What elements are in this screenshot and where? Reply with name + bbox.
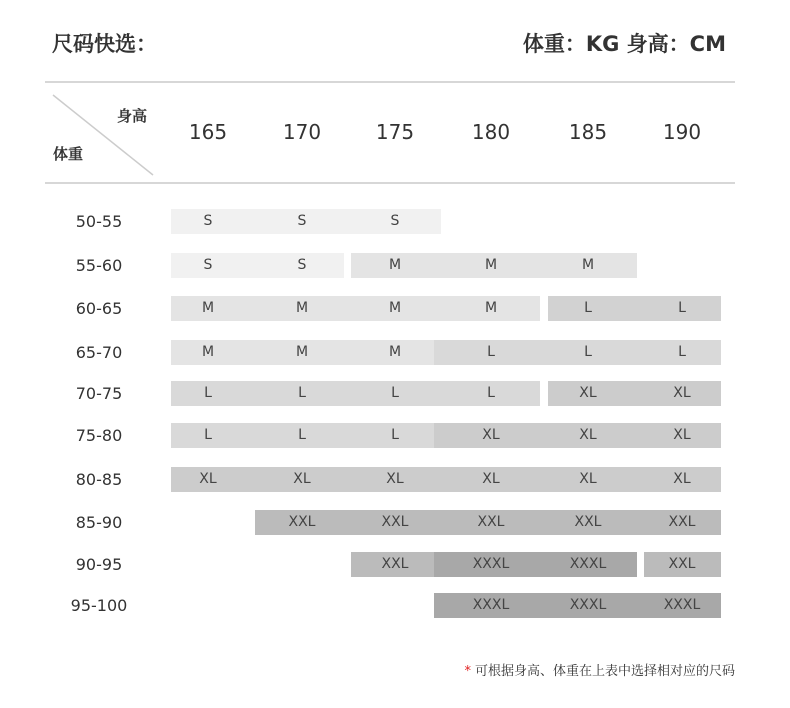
size-segment (434, 423, 721, 448)
size-cell-label: L (678, 300, 686, 316)
size-cell-label: L (204, 385, 212, 401)
size-cell-label: XL (579, 385, 597, 401)
size-segment (255, 510, 721, 535)
size-cell-label: L (391, 385, 399, 401)
size-cell-label: XL (386, 471, 404, 487)
size-cell-label: XL (293, 471, 311, 487)
size-segment (351, 552, 441, 577)
size-cell-label: L (584, 300, 592, 316)
size-cell-label: XL (673, 427, 691, 443)
size-cell-label: S (203, 213, 213, 229)
weight-range-label: 90-95 (75, 555, 123, 574)
corner-label-height: 身高 (117, 107, 148, 125)
footnote (464, 660, 735, 679)
footnote-star: * (464, 664, 471, 679)
size-cell-label: XL (199, 471, 217, 487)
size-cell-label: XXXL (569, 597, 607, 613)
size-cell-label: XL (579, 427, 597, 443)
weight-range-label: 80-85 (75, 470, 123, 489)
size-cell-label: S (297, 257, 307, 273)
size-cell-label: M (201, 344, 215, 360)
size-segment (171, 296, 540, 321)
size-segment (171, 209, 441, 234)
size-segment (351, 253, 637, 278)
page-title: 尺码快选： (52, 32, 157, 56)
size-cell-label: L (487, 385, 495, 401)
size-cell-label: S (297, 213, 307, 229)
size-cell-label: L (584, 344, 592, 360)
size-cell-label: M (581, 257, 595, 273)
weight-range-label: 55-60 (75, 256, 123, 275)
size-cell-label: M (484, 257, 498, 273)
height-col-190: 190 (662, 120, 702, 144)
height-col-175: 175 (375, 120, 415, 144)
size-segment (171, 340, 441, 365)
size-cell-label: M (295, 344, 309, 360)
size-segment (644, 552, 721, 577)
size-cell-label: XXL (381, 514, 409, 530)
size-cell-label: M (201, 300, 215, 316)
size-cell-label: M (388, 344, 402, 360)
size-cell-label: XXXL (472, 597, 510, 613)
size-cell-label: L (298, 385, 306, 401)
size-cell-label: S (390, 213, 400, 229)
size-cell-label: XL (482, 427, 500, 443)
weight-range-label: 95-100 (70, 596, 128, 615)
size-cell-label: XXL (381, 556, 409, 572)
size-cell-label: XXXL (663, 597, 701, 613)
weight-range-label: 70-75 (75, 384, 123, 403)
size-segment (434, 340, 721, 365)
size-cell-label: S (203, 257, 213, 273)
size-cell-label: XXXL (569, 556, 607, 572)
size-segment (171, 423, 441, 448)
size-segment (171, 381, 540, 406)
height-col-165: 165 (188, 120, 228, 144)
size-segment (548, 296, 721, 321)
size-segment (548, 381, 721, 406)
height-col-180: 180 (471, 120, 511, 144)
size-cell-label: M (388, 257, 402, 273)
size-cell-label: XL (579, 471, 597, 487)
weight-range-label: 85-90 (75, 513, 123, 532)
size-cell-label: M (295, 300, 309, 316)
size-cell-label: XXL (477, 514, 505, 530)
weight-range-label: 60-65 (75, 299, 123, 318)
height-col-185: 185 (568, 120, 608, 144)
size-segment (434, 552, 637, 577)
corner-label-weight: 体重 (53, 145, 84, 163)
size-cell-label: XXL (288, 514, 316, 530)
size-cell-label: M (484, 300, 498, 316)
size-cell-label: XXL (668, 514, 696, 530)
size-segment (171, 253, 344, 278)
size-cell-label: XL (673, 385, 691, 401)
weight-range-label: 75-80 (75, 426, 123, 445)
height-col-170: 170 (282, 120, 322, 144)
size-segment (434, 593, 721, 618)
size-cell-label: XXL (668, 556, 696, 572)
size-segment (171, 467, 721, 492)
header-bottom-divider (45, 182, 735, 184)
size-cell-label: L (298, 427, 306, 443)
weight-range-label: 50-55 (75, 212, 123, 231)
size-cell-label: L (391, 427, 399, 443)
footnote-text: 可根据身高、体重在上表中选择相对应的尺码 (474, 664, 735, 679)
units-note: 体重：KG 身高：CM (522, 32, 726, 56)
size-cell-label: XL (482, 471, 500, 487)
size-cell-label: L (678, 344, 686, 360)
size-cell-label: XL (673, 471, 691, 487)
size-cell-label: L (487, 344, 495, 360)
size-cell-label: XXXL (472, 556, 510, 572)
size-cell-label: L (204, 427, 212, 443)
corner-diagonal (45, 83, 165, 183)
size-cell-label: XXL (574, 514, 602, 530)
size-cell-label: M (388, 300, 402, 316)
weight-range-label: 65-70 (75, 343, 123, 362)
